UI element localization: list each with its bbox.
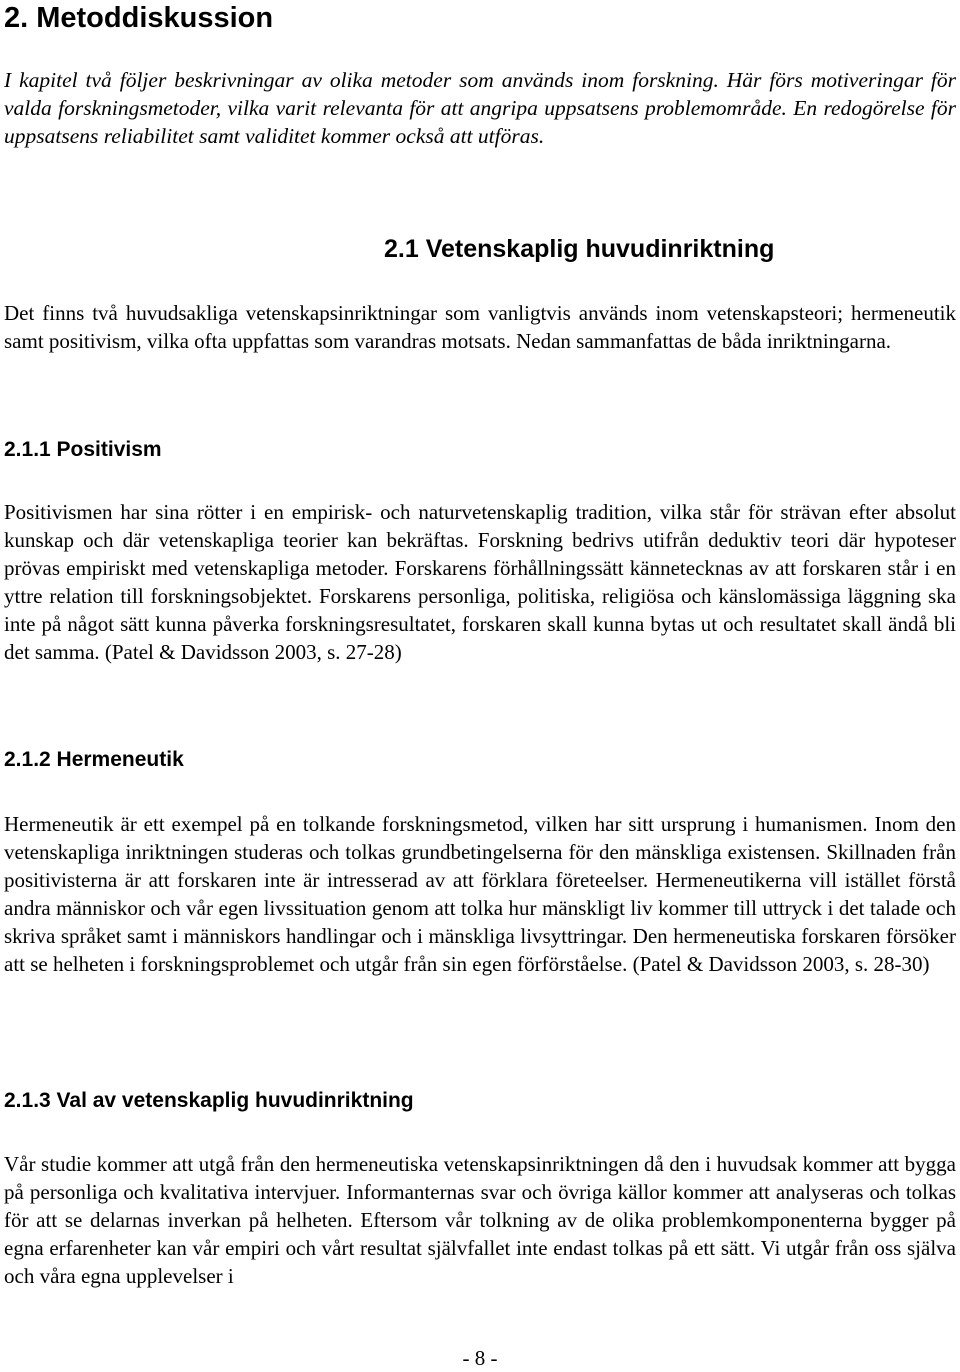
page-number: - 8 -: [462, 1346, 498, 1370]
section-heading-2-1-2: 2.1.2 Hermeneutik: [4, 748, 184, 771]
section-body-2-1-3: Vår studie kommer att utgå från den hermeneutiska vetenskapsinriktningen då den i huvudsak kommer att bygga på personliga och kvalitativa intervjuer. Informanternas svar och övriga källor kommer att analyseras och tolkas för att se delarnas inverkan på helheten. Eftersom vår tolkning av de olika problemkomponenterna bygger på egna erfarenheter kan vår empiri och vårt resultat självfallet inte endast tolkas på ett sätt. Vi utgår från oss själva och våra egna upplevelser i: [4, 1152, 956, 1288]
section-heading-2-1-1: 2.1.1 Positivism: [4, 438, 162, 461]
section-body-2-1: Det finns två huvudsakliga vetenskapsinriktningar som vanligtvis används inom vetenskapsteori; hermeneutik samt positivism, vilka ofta uppfattas som varandras motsats. Nedan sammanfattas de båda inriktningarna.: [4, 301, 956, 353]
section-heading-2-1: 2.1 Vetenskaplig huvudinriktning: [384, 235, 775, 263]
chapter-intro: I kapitel två följer beskrivningar av olika metoder som används inom forskning. Här förs motiveringar för valda forskningsmetoder, vilka varit relevanta för att angripa uppsatsens problemområde. En redogörelse för uppsatsens reliabilitet samt validitet kommer också att utföras.: [4, 68, 956, 148]
section-body-2-1-2: Hermeneutik är ett exempel på en tolkande forskningsmetod, vilken har sitt ursprung i humanismen. Inom den vetenskapliga inriktningen studeras och tolkas grundbetingelserna för den mänskliga existensen. Skillnaden från positivisterna är att forskaren inte är intresserad av att förklara företeelser. Hermeneutikerna vill istället förstå andra människor och vår egen livssituation genom att tolka hur mänskligt liv kommer till uttryck i det talade och skriva språket samt i människors handlingar och i mänskliga livsyttringar. Den hermeneutiska forskaren försöker att se helheten i forskningsproblemet och utgår från sin egen förförståelse. (Patel & Davidsson 2003, s. 28-30): [4, 812, 956, 976]
section-heading-2-1-3: 2.1.3 Val av vetenskaplig huvudinriktning: [4, 1089, 414, 1112]
chapter-title: 2. Metoddiskussion: [4, 2, 274, 34]
section-body-2-1-1: Positivismen har sina rötter i en empirisk- och naturvetenskaplig tradition, vilka står för strävan efter absolut kunskap och där vetenskapliga teorier kan bekräftas. Forskning bedrivs utifrån deduktiv teori där hypoteser prövas empiriskt med vetenskapliga metoder. Forskarens förhållningssätt kännetecknas av att forskaren står i en yttre relation till forskningsobjektet. Forskarens personliga, politiska, religiösa och känslomässiga läggning ska inte på något sätt kunna påverka forskningsresultatet, forskaren skall kunna bytas ut och resultatet skall ändå bli det samma. (Patel & Davidsson 2003, s. 27-28): [4, 500, 956, 664]
